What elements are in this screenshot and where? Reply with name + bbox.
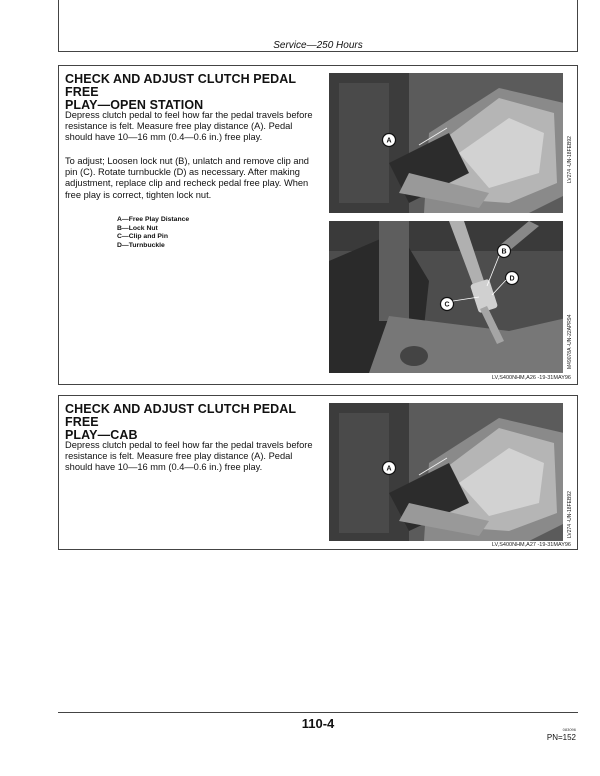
photo-side-code: M49078A -UN-22APR94 bbox=[567, 314, 573, 369]
photo-foot-on-pedal bbox=[329, 73, 575, 213]
instruction-paragraph-1: Depress clutch pedal to feel how far the pedal travels before resistance is felt. Measure free play distance (A). Pedal should have 10—16 mm (0.4—0.6 in.) free play. bbox=[65, 110, 313, 143]
photo-side-code: LV274 -UN-18FEB92 bbox=[567, 136, 573, 183]
section-cab bbox=[58, 395, 578, 550]
section-title bbox=[65, 403, 325, 442]
page-number: 110-4 bbox=[301, 716, 335, 731]
title-line-1: CHECK AND ADJUST CLUTCH PEDAL FREE bbox=[65, 72, 296, 99]
legend bbox=[117, 216, 189, 250]
footer-pn: PN=152 bbox=[546, 733, 576, 742]
photo-foot-on-pedal-cab bbox=[329, 403, 575, 541]
photo-turnbuckle bbox=[329, 221, 575, 373]
legend-item-b: B—Lock Nut bbox=[117, 224, 158, 232]
footer-small-code: 083096 bbox=[562, 727, 576, 732]
legend-item-d: D—Turnbuckle bbox=[117, 241, 165, 249]
legend-item-c: C—Clip and Pin bbox=[117, 233, 168, 241]
reference-code: LV,S400NHM,A27 -19-31MAY96 bbox=[491, 542, 571, 548]
callout-d-label: D bbox=[509, 275, 515, 283]
section-title bbox=[65, 73, 325, 112]
reference-code: LV,S400NHM,A26 -19-31MAY96 bbox=[491, 375, 571, 381]
instruction-paragraph-2: To adjust; Loosen lock nut (B), unlatch and remove clip and pin (C). Rotate turnbuckle (D) as necessary. After making adjustment, replace clip and recheck pedal free play. When free play is correct, tighten lock nut. bbox=[65, 156, 309, 200]
section-open-station bbox=[58, 65, 578, 385]
legend-item-a: A—Free Play Distance bbox=[117, 216, 190, 223]
callout-c-label: C bbox=[444, 301, 450, 309]
title-line-2: PLAY—CAB bbox=[65, 428, 138, 442]
photo-side-code: LV274 -UN-18FEB92 bbox=[567, 491, 573, 538]
instruction-paragraph-1: Depress clutch pedal to feel how far the pedal travels before resistance is felt. Measure free play distance (A). Pedal should have 10—16 mm (0.4—0.6 in.) free play. bbox=[65, 440, 313, 473]
running-header: Service—250 Hours bbox=[273, 40, 363, 51]
callout-a-label: A bbox=[386, 137, 392, 145]
footer-rule bbox=[58, 712, 578, 713]
title-line-1: CHECK AND ADJUST CLUTCH PEDAL FREE bbox=[65, 402, 296, 429]
callout-a-label: A bbox=[386, 465, 392, 473]
title-line-2: PLAY—OPEN STATION bbox=[65, 98, 204, 112]
callout-b-label: B bbox=[501, 248, 507, 256]
